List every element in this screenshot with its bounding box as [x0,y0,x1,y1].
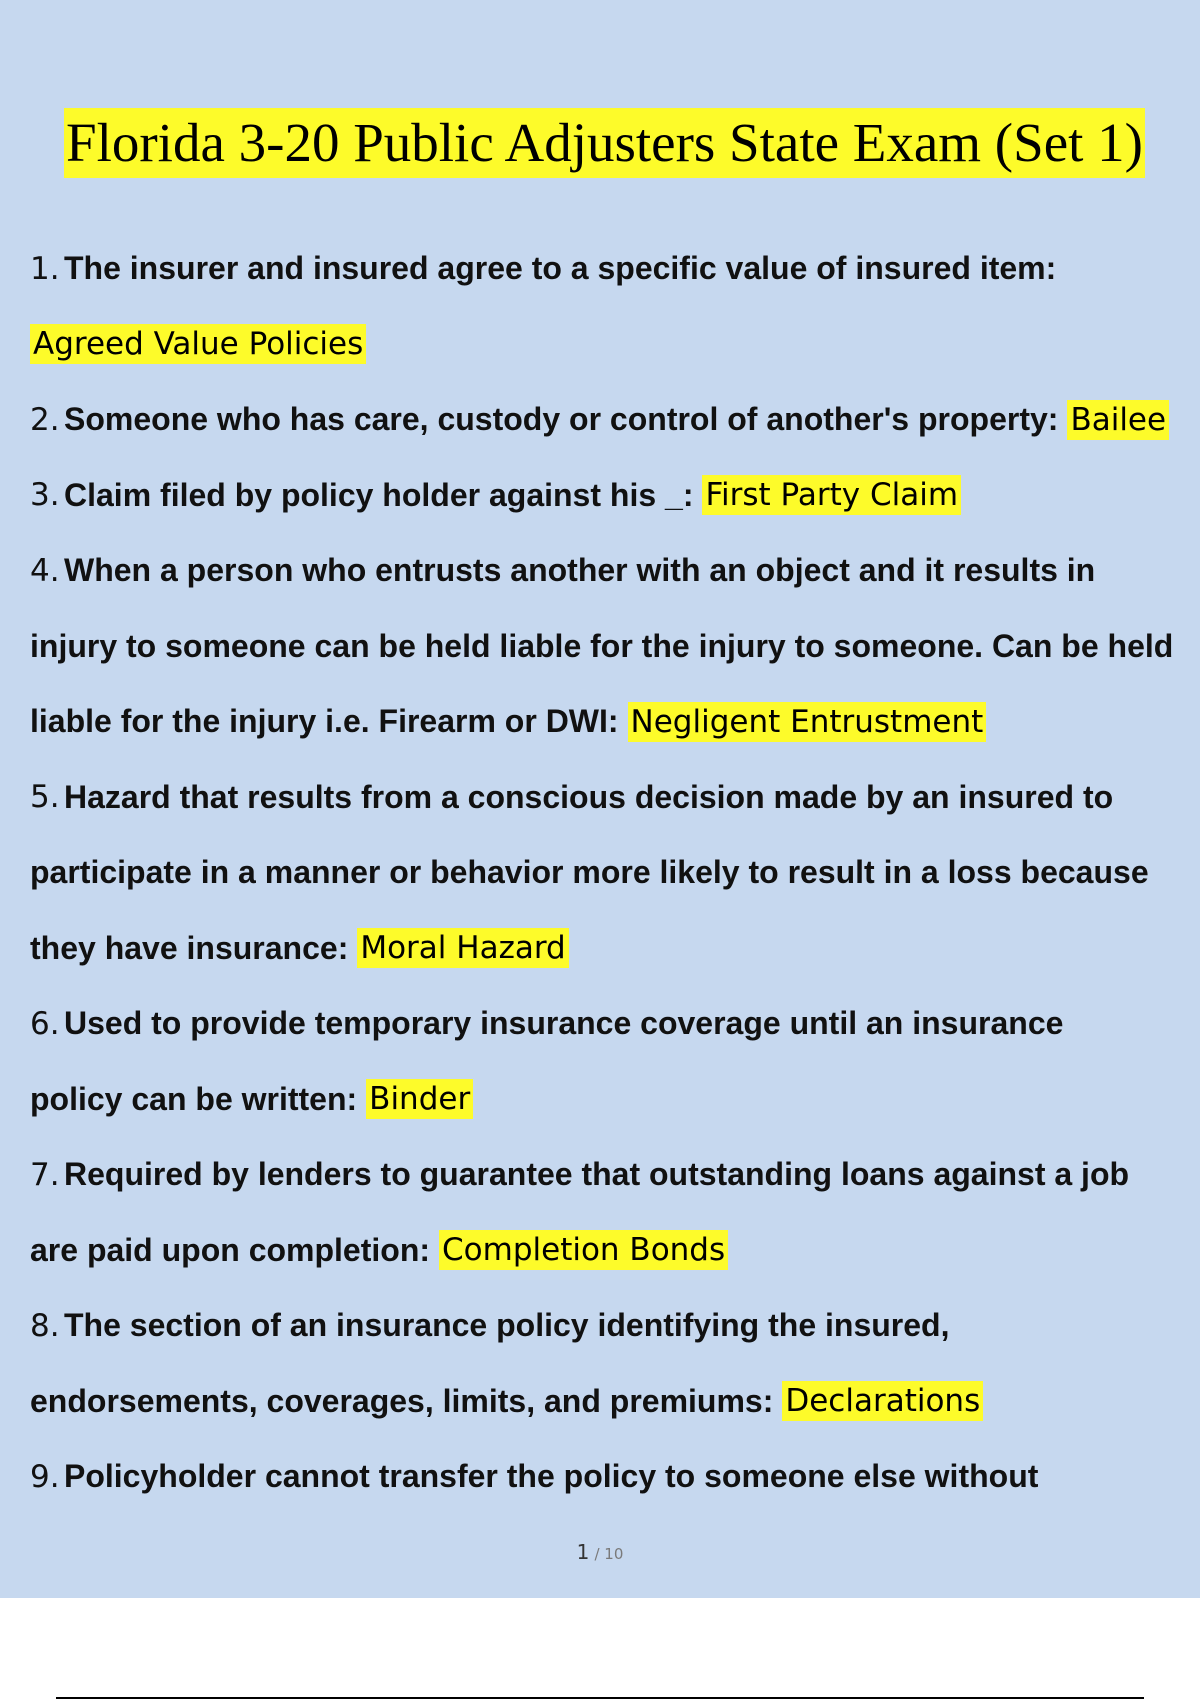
item-number: 4. [30,552,60,589]
question-text: The section of an insurance policy identifying the insured, [64,1307,950,1344]
list-item-8 [30,1288,1182,1364]
answer-highlight: Agreed Value Policies [30,324,366,364]
question-text: liable for the injury i.e. Firearm or DWI: [30,703,619,740]
answer-highlight: Declarations [782,1381,983,1421]
answer-highlight: Negligent Entrustment [628,702,987,742]
answer-highlight: Bailee [1067,400,1169,440]
item-number: 7. [30,1156,60,1193]
question-text: Someone who has care, custody or control of another's property: [64,401,1059,438]
question-text: Hazard that results from a conscious decision made by an insured to [64,778,1114,815]
question-text: Claim filed by policy holder against his _: [64,476,694,513]
page-divider [56,1697,1144,1699]
question-text: are paid upon completion: [30,1231,431,1268]
list-item-9 [30,1439,1182,1515]
question-continuation [30,911,1182,987]
answer-highlight: First Party Claim [702,475,961,515]
question-continuation [30,1062,1182,1138]
question-text: The insurer and insured agree to a specific value of insured item: [64,250,1057,287]
question-list [30,231,1182,1515]
page-indicator [0,1540,1200,1564]
answer-highlight: Binder [366,1079,473,1119]
question-text: injury to someone can be held liable for the injury to someone. Can be held [30,627,1174,664]
list-item-2 [30,382,1182,458]
item-number: 9. [30,1458,60,1495]
question-continuation [30,835,1182,911]
question-text: Policyholder cannot transfer the policy to someone else without [64,1458,1039,1495]
answer-highlight: Completion Bonds [439,1230,728,1270]
total-pages: / 10 [594,1545,624,1563]
question-text: Required by lenders to guarantee that outstanding loans against a job [64,1156,1130,1193]
question-text: endorsements, coverages, limits, and premiums: [30,1382,774,1419]
question-continuation [30,609,1182,685]
list-item-6 [30,986,1182,1062]
item-number: 2. [30,401,60,438]
list-item-7 [30,1137,1182,1213]
question-continuation [30,1364,1182,1440]
question-text: participate in a manner or behavior more likely to result in a loss because [30,854,1149,891]
item-number: 8. [30,1307,60,1344]
item-number: 1. [30,250,60,287]
list-item-3 [30,458,1182,534]
question-text: Used to provide temporary insurance coverage until an insurance [64,1005,1064,1042]
question-continuation [30,684,1182,760]
document-title: Florida 3-20 Public Adjusters State Exam (Set 1) [64,108,1145,178]
item-number: 3. [30,477,60,514]
list-item-5 [30,760,1182,836]
answer-line-1 [30,307,1182,383]
answer-highlight: Moral Hazard [357,928,568,968]
question-text: they have insurance: [30,929,349,966]
item-number: 6. [30,1005,60,1042]
question-text: When a person who entrusts another with an object and it results in [64,552,1096,589]
question-continuation [30,1213,1182,1289]
list-item-4 [30,533,1182,609]
question-text: policy can be written: [30,1080,358,1117]
item-number: 5. [30,779,60,816]
current-page-number: 1 [576,1540,590,1564]
list-item-1 [30,231,1182,307]
